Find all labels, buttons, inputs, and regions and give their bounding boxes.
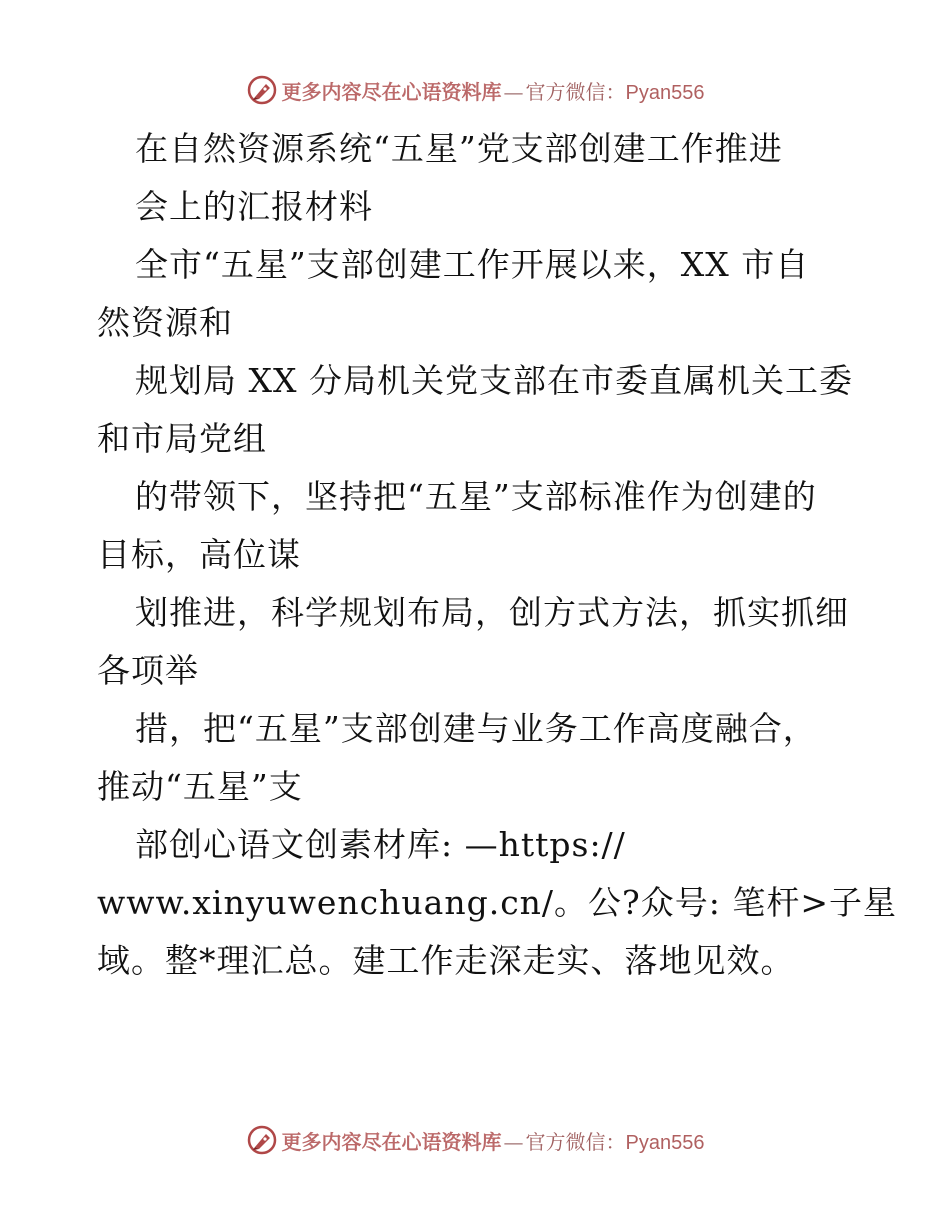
pen-nib-logo-icon [246,74,278,106]
doc-line: 全市“五星”支部创建工作开展以来，XX 市自 [135,245,810,284]
doc-line: 规划局 XX 分局机关党支部在市委直属机关工委 [135,361,853,400]
doc-line: 的带领下，坚持把“五星”支部标准作为创建的 [135,477,817,516]
doc-line: 然资源和 [97,303,233,342]
doc-line: 部创心语文创素材库: —https:// [135,825,626,864]
doc-line: 各项举 [97,651,199,690]
watermark-wechat-label: 官方微信： [525,1129,626,1154]
doc-title-line-1: 在自然资源系统“五星”党支部创建工作推进 [135,129,783,168]
watermark-text [282,76,705,105]
doc-line: 推动“五星”支 [97,767,303,806]
footer-watermark [0,1120,950,1160]
doc-line: 措，把“五星”支部创建与业务工作高度融合， [135,709,817,748]
document-body [97,120,897,990]
header-watermark [0,70,950,110]
watermark-wechat-label: 官方微信： [525,79,626,104]
watermark-site-text: 更多内容尽在心语资料库 [281,79,502,104]
watermark-wechat-id: Pyan556 [625,1131,705,1154]
watermark-wechat-id: Pyan556 [625,81,705,104]
watermark-separator: — [503,1129,524,1154]
doc-line: www.xinyuwenchuang.cn/。公?众号: 笔杆>子星 [97,883,897,922]
watermark-site-text: 更多内容尽在心语资料库 [281,1129,502,1154]
doc-line: 和市局党组 [97,419,267,458]
doc-line: 划推进，科学规划布局，创方式方法，抓实抓细 [135,593,849,632]
doc-title-line-2: 会上的汇报材料 [135,187,373,226]
pen-nib-logo-icon [246,1124,278,1156]
doc-line: 域。整*理汇总。建工作走深走实、落地见效。 [97,941,795,980]
watermark-separator: — [503,79,524,104]
doc-line: 目标，高位谋 [97,535,301,574]
watermark-text [282,1126,705,1155]
